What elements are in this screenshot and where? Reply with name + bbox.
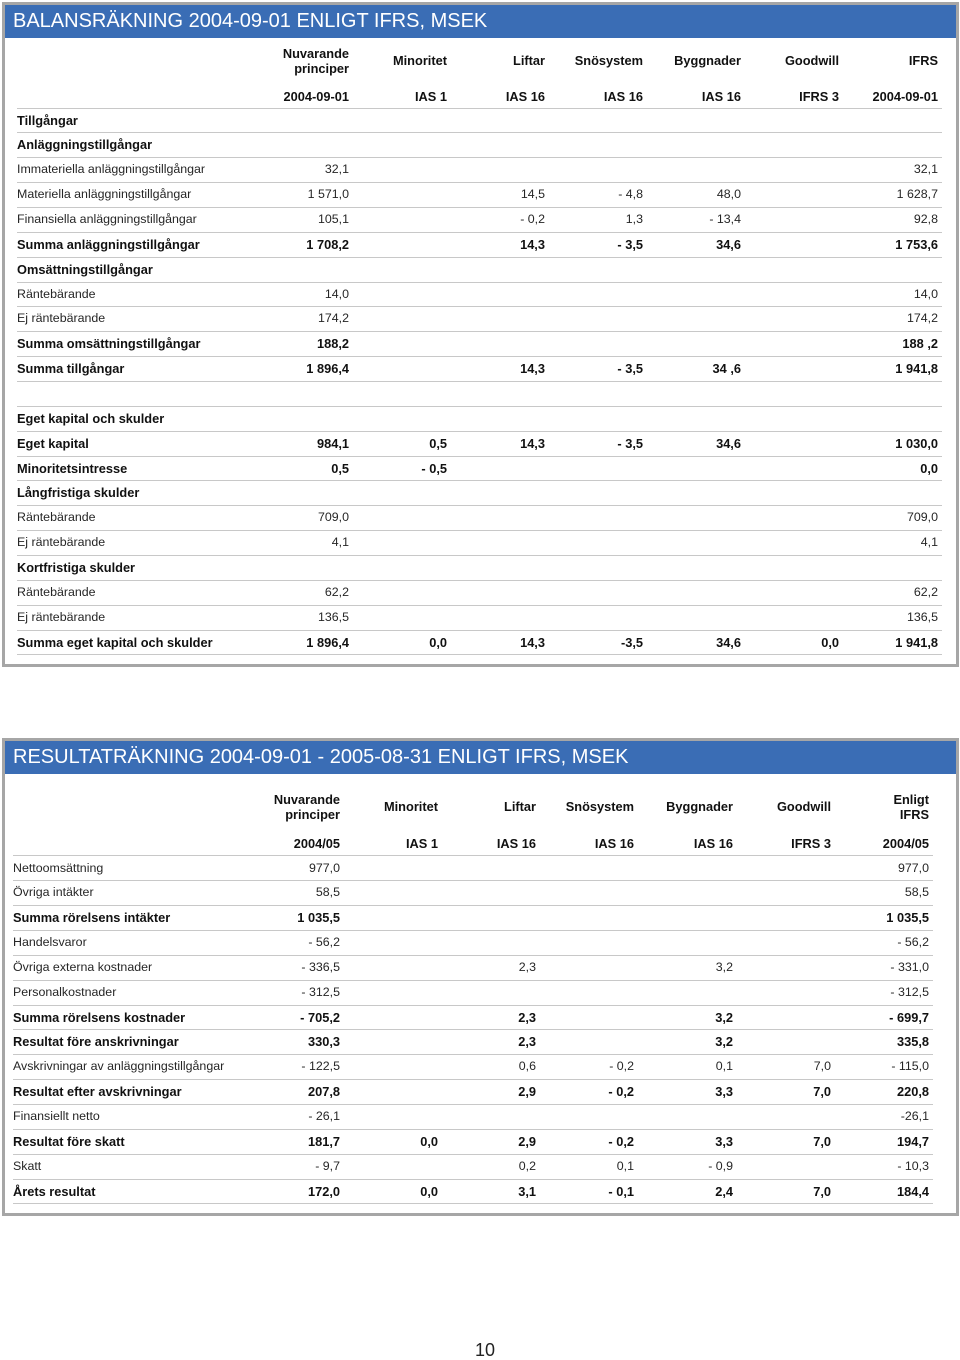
table-row	[17, 506, 942, 531]
row-label: Resultat efter avskrivningar	[13, 1084, 182, 1100]
table-row	[17, 332, 942, 357]
cell-value: 0,5	[429, 435, 447, 451]
cell-value: 105,1	[317, 211, 349, 226]
cell-value: - 0,1	[608, 1183, 634, 1199]
cell-value: 14,3	[520, 236, 545, 252]
column-standard: 2004-09-01	[872, 88, 938, 104]
cell-value: - 56,2	[897, 935, 929, 950]
cell-value: 34,6	[716, 435, 741, 451]
cell-value: 3,3	[715, 1133, 733, 1149]
cell-value: - 3,5	[617, 361, 643, 377]
cell-value: 0,0	[920, 460, 938, 476]
table-row	[17, 581, 942, 606]
row-label: Avskrivningar av anläggningstillgångar	[13, 1059, 225, 1074]
row-label: Ej räntebärande	[17, 311, 106, 326]
cell-value: 34,6	[716, 634, 741, 650]
table-row	[17, 109, 942, 134]
table-row	[17, 208, 942, 233]
cell-value: 3,2	[715, 1009, 733, 1025]
table-row	[17, 457, 942, 482]
column-subheader-row	[17, 85, 942, 110]
column-header: Nuvarande principer	[282, 45, 349, 76]
table-row	[13, 1030, 933, 1055]
cell-value: 172,0	[307, 1183, 340, 1199]
row-label: Räntebärande	[17, 510, 96, 525]
table-row	[17, 606, 942, 631]
column-standard: IAS 16	[603, 88, 643, 104]
table-row	[13, 1155, 933, 1180]
cell-value: - 9,7	[315, 1158, 340, 1173]
cell-value: - 122,5	[301, 1059, 340, 1074]
table-row	[13, 956, 933, 981]
cell-value: 984,1	[316, 435, 349, 451]
table-row	[17, 307, 942, 332]
column-standard: IAS 1	[414, 88, 447, 104]
balance-sheet-table	[2, 2, 959, 667]
column-subheader-row	[13, 832, 933, 857]
cell-value: 977,0	[897, 860, 929, 875]
column-header: Goodwill	[776, 799, 831, 815]
cell-value: 207,8	[307, 1084, 340, 1100]
cell-value: 34 ,6	[712, 361, 741, 377]
cell-value: 977,0	[308, 860, 340, 875]
cell-value: - 0,5	[421, 460, 447, 476]
column-header: Liftar	[504, 799, 536, 815]
income-statement-table	[2, 738, 959, 1216]
cell-value: 1 941,8	[895, 634, 938, 650]
column-standard: IAS 16	[505, 88, 545, 104]
cell-value: 1 571,0	[307, 187, 349, 202]
cell-value: 48,0	[716, 187, 741, 202]
cell-value: 7,0	[813, 1183, 831, 1199]
cell-value: 0,0	[420, 1133, 438, 1149]
column-standard: IAS 16	[701, 88, 741, 104]
cell-value: 174,2	[906, 311, 938, 326]
cell-value: 1 941,8	[895, 361, 938, 377]
cell-value: -3,5	[620, 634, 643, 650]
table-row	[13, 1055, 933, 1080]
cell-value: 2,3	[518, 1034, 536, 1050]
cell-value: 2,4	[715, 1183, 733, 1199]
row-label: Summa omsättningstillgångar	[17, 336, 201, 352]
column-header: Byggnader	[666, 799, 733, 815]
cell-value: 2,9	[518, 1084, 536, 1100]
cell-value: 32,1	[913, 162, 938, 177]
column-header: Snösystem	[565, 799, 634, 815]
cell-value: - 0,2	[608, 1084, 634, 1100]
cell-value: - 115,0	[891, 1059, 929, 1074]
table-row	[17, 158, 942, 183]
cell-value: 14,5	[520, 187, 545, 202]
cell-value: 1 628,7	[896, 187, 938, 202]
table-row	[13, 1130, 933, 1155]
column-header: Goodwill	[784, 53, 839, 69]
cell-value: - 13,4	[709, 211, 741, 226]
table-row	[17, 481, 942, 506]
cell-value: - 26,1	[308, 1109, 340, 1124]
row-label: Summa eget kapital och skulder	[17, 634, 213, 650]
income-statement-title: RESULTATRÄKNING 2004-09-01 - 2005-08-31 ENLIGT IFRS, MSEK	[13, 746, 629, 768]
table-row	[17, 556, 942, 581]
cell-value: - 312,5	[301, 984, 340, 999]
row-label: Summa tillgångar	[17, 361, 125, 377]
cell-value: 3,2	[715, 959, 733, 974]
page-number: 10	[474, 1340, 496, 1360]
cell-value: 220,8	[896, 1084, 929, 1100]
row-label: Resultat före anskrivningar	[13, 1034, 179, 1050]
cell-value: 62,2	[913, 584, 938, 599]
cell-value: 709,0	[317, 510, 349, 525]
cell-value: 709,0	[906, 510, 938, 525]
cell-value: 14,3	[520, 361, 545, 377]
row-label: Personalkostnader	[13, 984, 117, 999]
row-label: Ej räntebärande	[17, 609, 106, 624]
cell-value: - 0,2	[608, 1133, 634, 1149]
cell-value: -26,1	[900, 1109, 929, 1124]
cell-value: 1 035,5	[297, 910, 340, 926]
cell-value: 14,0	[324, 286, 349, 301]
row-label: Immateriella anläggningstillgångar	[17, 162, 206, 177]
cell-value: 136,5	[317, 609, 349, 624]
row-label: Finansiellt netto	[13, 1109, 100, 1124]
cell-value: 7,0	[813, 1133, 831, 1149]
row-label: Årets resultat	[13, 1183, 96, 1199]
table-row	[13, 1080, 933, 1105]
row-label: Räntebärande	[17, 286, 96, 301]
cell-value: 1 753,6	[895, 236, 938, 252]
cell-value: 0,5	[331, 460, 349, 476]
cell-value: 188 ,2	[902, 336, 938, 352]
row-label: Anläggningstillgångar	[17, 137, 153, 153]
table-row	[17, 258, 942, 283]
cell-value: 136,5	[906, 609, 938, 624]
row-label: Minoritetsintresse	[17, 460, 128, 476]
balance-sheet-title-bar	[5, 5, 956, 38]
row-label: Materiella anläggningstillgångar	[17, 187, 192, 202]
table-row	[13, 931, 933, 956]
cell-value: - 699,7	[889, 1009, 929, 1025]
cell-value: - 0,2	[520, 211, 545, 226]
column-header: Minoritet	[383, 799, 438, 815]
cell-value: 14,3	[520, 634, 545, 650]
column-standard: IAS 1	[405, 835, 438, 851]
cell-value: 0,0	[429, 634, 447, 650]
cell-value: 1 708,2	[306, 236, 349, 252]
cell-value: 14,0	[913, 286, 938, 301]
row-label: Kortfristiga skulder	[17, 559, 136, 575]
cell-value: 34,6	[716, 236, 741, 252]
cell-value: 2,3	[518, 1009, 536, 1025]
row-label: Summa anläggningstillgångar	[17, 236, 200, 252]
column-standard: IAS 16	[693, 835, 733, 851]
table-row	[17, 183, 942, 208]
table-row	[13, 1006, 933, 1031]
cell-value: 14,3	[520, 435, 545, 451]
table-row	[13, 857, 933, 882]
cell-value: 184,4	[896, 1183, 929, 1199]
row-label: Omsättningstillgångar	[17, 261, 153, 277]
column-standard: IAS 16	[594, 835, 634, 851]
row-label: Övriga externa kostnader	[13, 959, 153, 974]
cell-value: 181,7	[307, 1133, 340, 1149]
cell-value: 0,0	[420, 1183, 438, 1199]
cell-value: 7,0	[813, 1059, 831, 1074]
column-standard: 2004-09-01	[283, 88, 349, 104]
cell-value: 3,2	[715, 1034, 733, 1050]
column-standard: 2004/05	[293, 835, 340, 851]
cell-value: 0,1	[616, 1158, 634, 1173]
cell-value: - 0,9	[708, 1158, 733, 1173]
row-label: Tillgångar	[17, 112, 78, 128]
column-standard: IFRS 3	[799, 88, 839, 104]
cell-value: - 705,2	[300, 1009, 340, 1025]
row-label: Summa rörelsens intäkter	[13, 910, 171, 926]
cell-value: 2,3	[518, 959, 536, 974]
table-row	[17, 631, 942, 656]
cell-value: 335,8	[896, 1034, 929, 1050]
cell-value: - 4,8	[618, 187, 643, 202]
table-row	[17, 432, 942, 457]
cell-value: - 3,5	[617, 236, 643, 252]
cell-value: 1 030,0	[895, 435, 938, 451]
row-label: Handelsvaror	[13, 935, 87, 950]
row-label: Nettoomsättning	[13, 860, 104, 875]
cell-value: 0,6	[518, 1059, 536, 1074]
cell-value: 32,1	[324, 162, 349, 177]
cell-value: 1 035,5	[886, 910, 929, 926]
row-label: Summa rörelsens kostnader	[13, 1009, 186, 1025]
column-header: Minoritet	[392, 53, 447, 69]
cell-value: 4,1	[331, 535, 349, 550]
cell-value: 0,1	[715, 1059, 733, 1074]
cell-value: 58,5	[315, 885, 340, 900]
balance-sheet-title: BALANSRÄKNING 2004-09-01 ENLIGT IFRS, MSEK	[13, 10, 488, 32]
cell-value: - 10,3	[897, 1158, 929, 1173]
cell-value: 1 896,4	[306, 634, 349, 650]
cell-value: - 312,5	[890, 984, 929, 999]
cell-value: - 0,2	[609, 1059, 634, 1074]
cell-value: 58,5	[904, 885, 929, 900]
cell-value: 174,2	[317, 311, 349, 326]
row-label: Ej räntebärande	[17, 535, 106, 550]
cell-value: 0,2	[518, 1158, 536, 1173]
column-header: Byggnader	[674, 53, 741, 69]
cell-value: 1,3	[625, 211, 643, 226]
cell-value: 62,2	[324, 584, 349, 599]
row-label: Finansiella anläggningstillgångar	[17, 211, 197, 226]
cell-value: 92,8	[913, 211, 938, 226]
table-row	[17, 357, 942, 382]
cell-value: - 56,2	[308, 935, 340, 950]
table-row	[13, 981, 933, 1006]
cell-value: 0,0	[821, 634, 839, 650]
spacer-row	[17, 382, 942, 407]
cell-value: - 336,5	[301, 959, 340, 974]
row-label: Eget kapital och skulder	[17, 410, 165, 426]
cell-value: 3,1	[518, 1183, 536, 1199]
row-label: Skatt	[13, 1158, 42, 1173]
table-row	[13, 1105, 933, 1130]
cell-value: - 3,5	[617, 435, 643, 451]
cell-value: 4,1	[920, 535, 938, 550]
table-row	[17, 133, 942, 158]
cell-value: 188,2	[316, 336, 349, 352]
cell-value: 330,3	[307, 1034, 340, 1050]
column-header: Enligt IFRS	[893, 791, 929, 822]
cell-value: 194,7	[896, 1133, 929, 1149]
column-header: Snösystem	[574, 53, 643, 69]
cell-value: 2,9	[518, 1133, 536, 1149]
table-row	[17, 233, 942, 258]
cell-value: 3,3	[715, 1084, 733, 1100]
column-header: Liftar	[513, 53, 545, 69]
table-row	[17, 531, 942, 556]
table-row	[13, 906, 933, 931]
row-label: Långfristiga skulder	[17, 485, 140, 501]
column-standard: 2004/05	[882, 835, 929, 851]
cell-value: - 331,0	[890, 959, 929, 974]
column-standard: IFRS 3	[791, 835, 831, 851]
column-standard: IAS 16	[496, 835, 536, 851]
row-label: Räntebärande	[17, 584, 96, 599]
income-statement-title-bar	[5, 741, 956, 774]
row-label: Övriga intäkter	[13, 885, 94, 900]
table-row	[17, 283, 942, 308]
column-header: Nuvarande principer	[273, 791, 340, 822]
row-label: Resultat före skatt	[13, 1133, 125, 1149]
table-row	[13, 1180, 933, 1205]
cell-value: 1 896,4	[306, 361, 349, 377]
table-row	[17, 407, 942, 432]
row-label: Eget kapital	[17, 435, 89, 451]
column-header: IFRS	[908, 53, 938, 69]
cell-value: 7,0	[813, 1084, 831, 1100]
table-row	[13, 881, 933, 906]
